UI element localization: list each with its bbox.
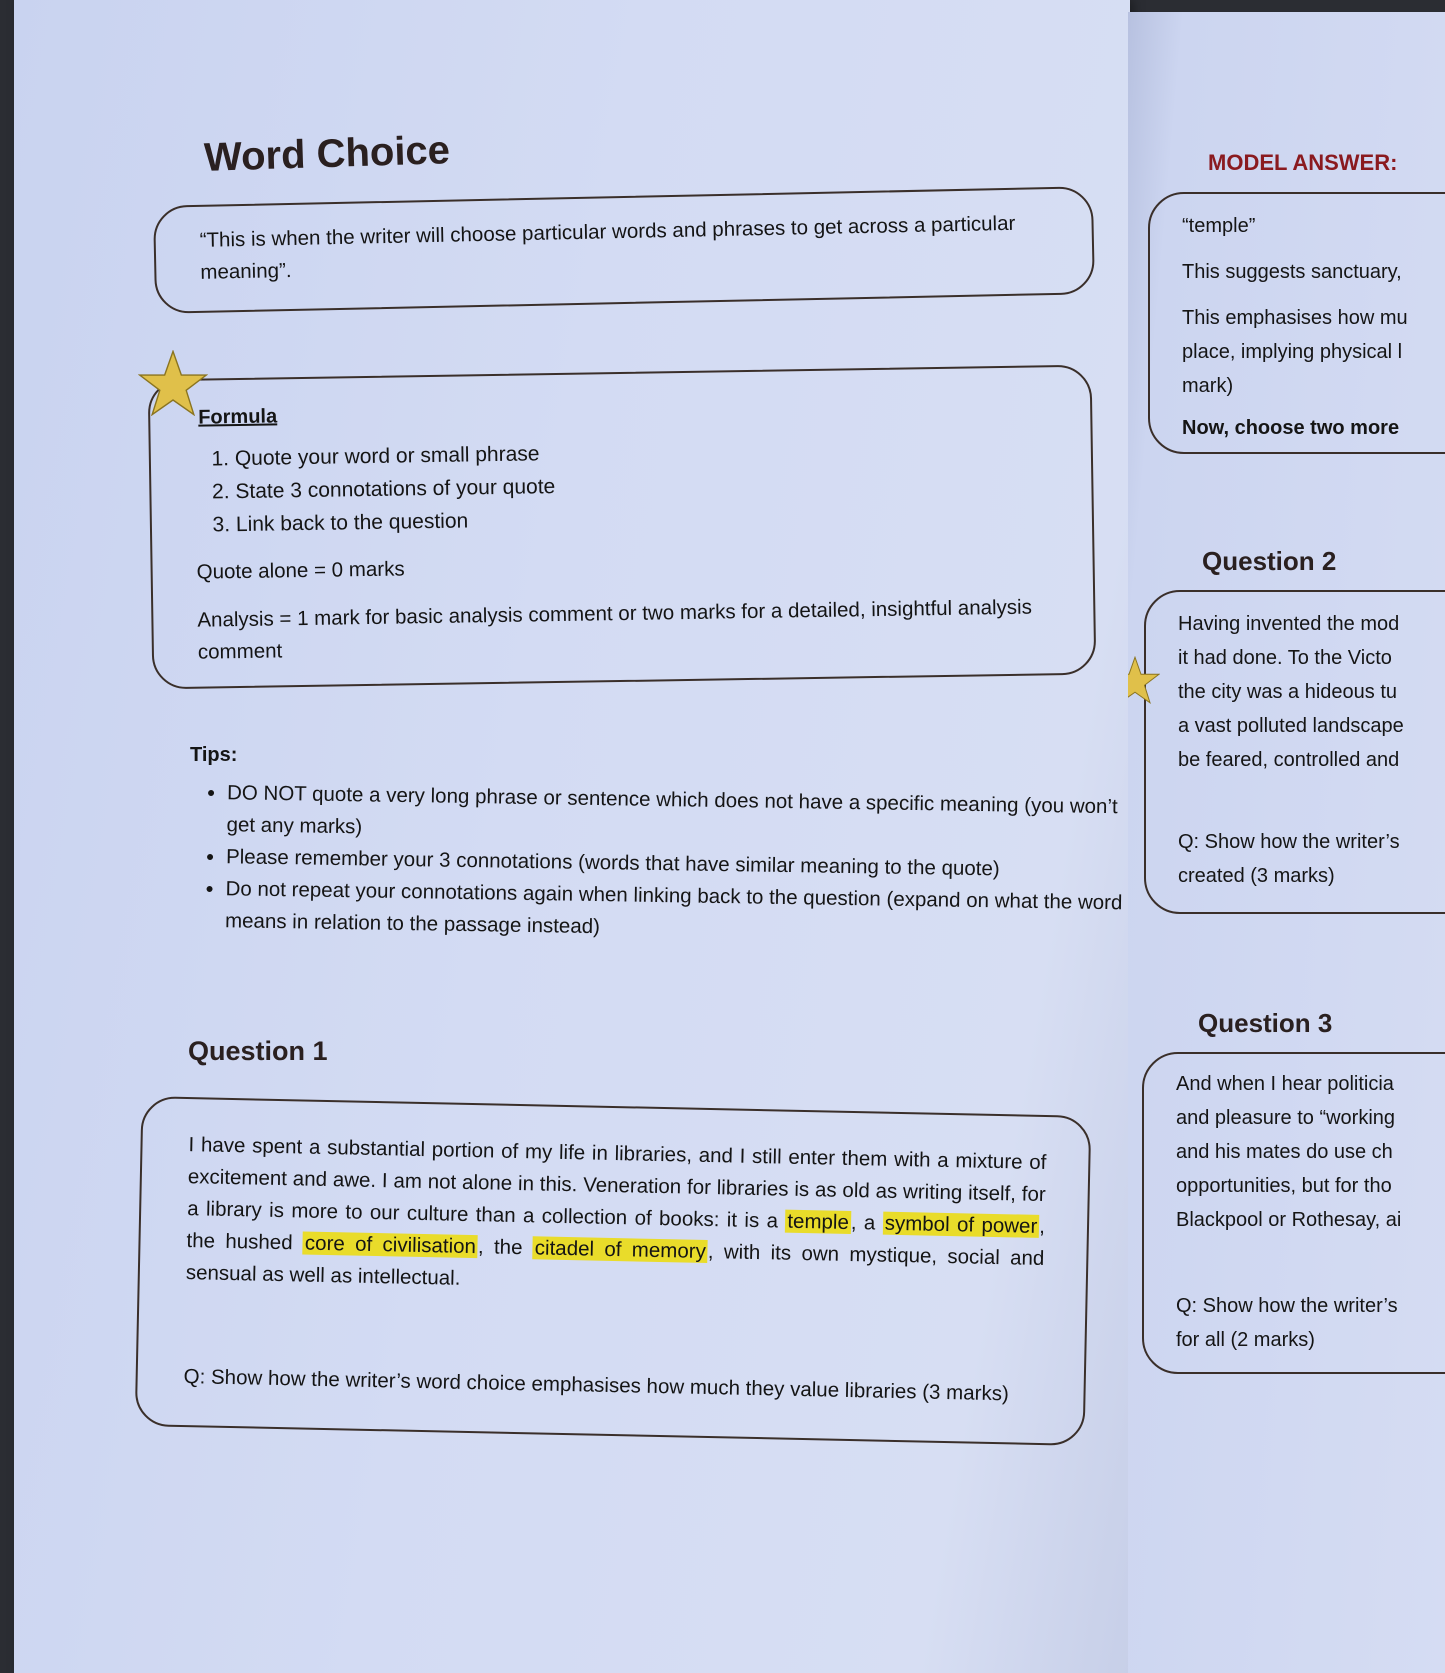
q3-question-line: for all (2 marks) — [1176, 1329, 1315, 1351]
model-answer-box — [1148, 192, 1445, 454]
model-answer-heading: MODEL ANSWER: — [1208, 150, 1398, 175]
passage-text: , with its own mystique, social and sensual as well as intellectual. — [185, 1239, 1045, 1290]
model-line: Now, choose two more — [1182, 417, 1400, 439]
question-2-heading: Question 2 — [1202, 546, 1337, 576]
model-line: “temple” — [1182, 215, 1256, 237]
passage-text: , the hushed — [186, 1214, 1046, 1255]
q2-line: Having invented the mod — [1178, 613, 1400, 635]
tips-heading: Tips: — [190, 744, 238, 766]
question-2-box — [1144, 590, 1445, 914]
formula-step: 2. State 3 connotations of your quote — [235, 463, 1035, 509]
q2-question-line: Q: Show how the writer’s — [1178, 831, 1400, 853]
model-line: place, implying physical l — [1182, 341, 1403, 363]
model-line: mark) — [1182, 375, 1234, 397]
passage-text: , the — [477, 1235, 534, 1260]
tip-item: • Please remember your 3 connotations (words that have similar meaning to the quote) — [226, 841, 1126, 887]
right-page-content — [1128, 12, 1445, 1673]
question-1-box — [135, 1096, 1092, 1446]
highlight-core-of-civilisation: core of civilisation — [304, 1231, 477, 1259]
model-line: This emphasises how mu — [1182, 307, 1408, 329]
star-icon — [1128, 656, 1160, 704]
passage-text: I have spent a substantial portion of my life in libraries, and I still enter them with a mixture of excitement and awe. I am not alone in this. Veneration for libraries is as old as writing itself, for a library is more to our culture than a collection of books: it is a — [186, 1133, 1047, 1233]
q3-line: Blackpool or Rothesay, ai — [1176, 1209, 1402, 1231]
definition-text: “This is when the writer will choose particular words and phrases to get across a particular meaning”. — [199, 211, 1016, 284]
q3-question-line: Q: Show how the writer’s — [1176, 1295, 1398, 1317]
left-page — [14, 0, 1130, 1673]
highlight-temple: temple — [787, 1209, 850, 1234]
question-1-passage — [186, 1129, 1047, 1307]
question-3-box — [1142, 1052, 1445, 1374]
q2-line: the city was a hideous tu — [1178, 681, 1398, 703]
question-1-prompt: Q: Show how the writer’s word choice emphasises how much they value libraries (3 marks) — [183, 1365, 1010, 1406]
q2-question-line: created (3 marks) — [1178, 865, 1335, 887]
question-1-heading: Question 1 — [188, 1036, 328, 1066]
highlight-citadel-of-memory: citadel of memory — [534, 1236, 707, 1263]
question-3-heading: Question 3 — [1198, 1008, 1333, 1038]
highlight-symbol-of-power: symbol of power — [884, 1211, 1038, 1238]
q3-line: And when I hear politicia — [1176, 1073, 1394, 1095]
q3-line: and his mates do use ch — [1176, 1141, 1393, 1163]
formula-step: 1. Quote your word or small phrase — [235, 430, 1035, 476]
quote-alone-text: Quote alone = 0 marks — [196, 557, 405, 584]
formula-step: 3. Link back to the question — [236, 496, 1036, 542]
formula-steps — [201, 430, 1036, 542]
star-icon — [138, 350, 208, 416]
q2-line: it had done. To the Victo — [1178, 647, 1392, 669]
definition-box — [153, 186, 1095, 314]
model-line: This suggests sanctuary, — [1182, 261, 1402, 283]
formula-box — [148, 365, 1097, 690]
q2-line: a vast polluted landscape — [1178, 715, 1404, 737]
page-title: Word Choice — [203, 128, 451, 180]
tips-list — [187, 777, 1127, 952]
tip-item: • DO NOT quote a very long phrase or sentence which does not have a specific meaning (you won’t get any marks) — [226, 777, 1127, 855]
q2-line: be feared, controlled and — [1178, 749, 1400, 771]
q3-line: and pleasure to “working — [1176, 1107, 1396, 1129]
tip-item: • Do not repeat your connotations again when linking back to the question (expand on what the word means in relation to the passage instead) — [225, 873, 1126, 951]
q3-line: opportunities, but for tho — [1176, 1175, 1392, 1197]
passage-text: , a — [850, 1210, 883, 1235]
formula-heading: Formula — [198, 405, 278, 429]
analysis-text: Analysis = 1 mark for basic analysis comment or two marks for a detailed, insightful analysis comment — [197, 595, 1033, 664]
